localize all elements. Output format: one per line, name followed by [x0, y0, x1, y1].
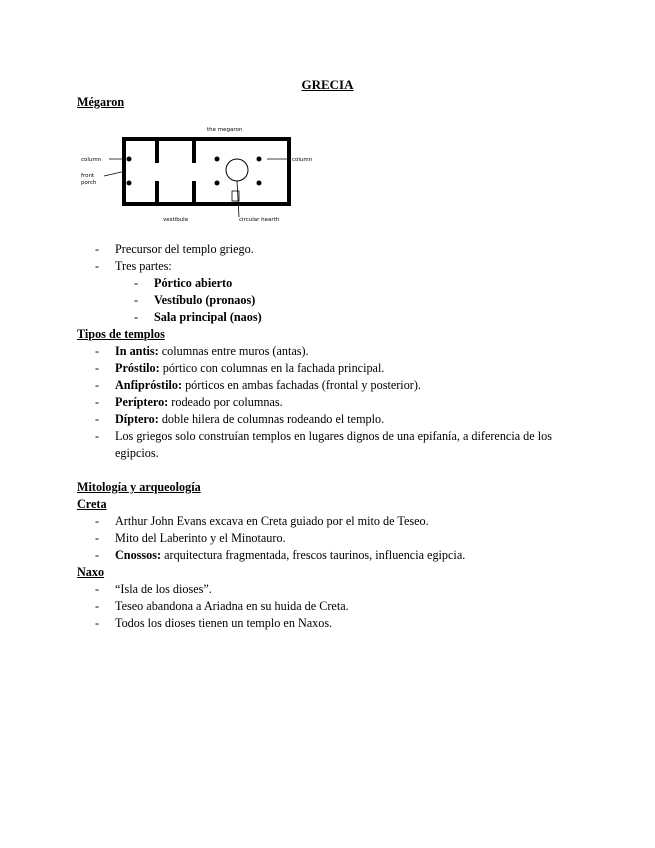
list-item [0, 394, 585, 411]
list-item [0, 343, 585, 360]
bullet-dash: - [95, 429, 100, 443]
section-heading-tipos: Tipos de templos [77, 327, 165, 341]
term: Próstilo: [115, 361, 160, 375]
list-item [0, 258, 585, 275]
section-heading-megaron: Mégaron [77, 95, 125, 109]
list-item [0, 241, 585, 258]
column-dot [257, 157, 262, 162]
column-dot [215, 157, 220, 162]
bullet-dash: - [95, 616, 100, 630]
list-item [0, 309, 624, 326]
list-item [0, 411, 585, 428]
list-item-text: Mito del Laberinto y el Minotauro. [115, 531, 286, 545]
page-title: GRECIA [301, 77, 354, 92]
bullet-dash: - [95, 344, 100, 358]
bullet-dash: - [95, 361, 100, 375]
list-item [0, 581, 585, 598]
list-item-text: arquitectura fragmentada, frescos taurinos, influencia egipcia. [161, 548, 466, 562]
list-item-text: pórticos en ambas fachadas (frontal y posterior). [182, 378, 421, 392]
bullet-dash: - [95, 259, 100, 273]
megaron-plan-diagram [79, 119, 329, 231]
diagram-label-hearth: circular hearth [239, 217, 280, 223]
bullet-dash: - [134, 276, 139, 290]
list-item-text: Los griegos solo construían templos en lugares dignos de una epifanía, a diferencia de los egipcios. [115, 429, 552, 460]
bullet-dash: - [95, 242, 100, 256]
list-item-text: Tres partes: [115, 259, 172, 273]
bullet-dash: - [95, 412, 100, 426]
bullet-dash: - [134, 293, 139, 307]
list-item-text: Precursor del templo griego. [115, 242, 254, 256]
diagram-label-vestibule: vestibule [163, 217, 189, 223]
section-heading-mitologia: Mitología y arqueología [77, 480, 201, 494]
diagram-label-column-left: column [81, 157, 102, 163]
column-dot [127, 181, 132, 186]
list-item-text: Teseo abandona a Ariadna en su huida de Creta. [115, 599, 349, 613]
megaron-parts-list [0, 275, 624, 326]
list-item [0, 360, 585, 377]
diagram-label-front: front [81, 173, 95, 179]
list-item-text: columnas entre muros (antas). [158, 344, 309, 358]
list-item-text: Vestíbulo (pronaos) [154, 293, 256, 307]
term: In antis: [115, 344, 159, 358]
diagram-label-column-right: column [292, 157, 313, 163]
megaron-outer-wall [124, 139, 289, 204]
bullet-dash: - [134, 310, 139, 324]
naxo-list [0, 581, 585, 632]
bullet-dash: - [95, 531, 100, 545]
term: Anfipróstilo: [115, 378, 183, 392]
list-item [0, 428, 585, 462]
bullet-dash: - [95, 548, 100, 562]
list-item [0, 513, 585, 530]
list-item [0, 615, 585, 632]
list-item [0, 292, 624, 309]
list-item-text: pórtico con columnas en la fachada principal. [159, 361, 385, 375]
term: Períptero: [115, 395, 169, 409]
list-item-text: “Isla de los dioses”. [115, 582, 212, 596]
bullet-dash: - [95, 514, 100, 528]
list-item-text: doble hilera de columnas rodeando el templo. [158, 412, 385, 426]
bullet-dash: - [95, 582, 100, 596]
list-item [0, 547, 585, 564]
list-item [0, 275, 624, 292]
list-item-text: rodeado por columnas. [168, 395, 283, 409]
hearth-circle [226, 159, 248, 181]
creta-list [0, 513, 585, 564]
column-dot [127, 157, 132, 162]
bullet-dash: - [95, 395, 100, 409]
bullet-dash: - [95, 599, 100, 613]
list-item [0, 530, 585, 547]
list-item-text: Arthur John Evans excava en Creta guiado por el mito de Teseo. [115, 514, 429, 528]
subsection-heading-naxo: Naxo [77, 565, 105, 579]
list-item [0, 598, 585, 615]
megaron-list [0, 241, 585, 275]
tipos-list [0, 343, 585, 462]
column-dot [257, 181, 262, 186]
column-dot [215, 181, 220, 186]
diagram-label-top: the megaron [207, 127, 243, 133]
list-item-text: Sala principal (naos) [154, 310, 262, 324]
list-item-text: Pórtico abierto [154, 276, 233, 290]
subsection-heading-creta: Creta [77, 497, 107, 511]
term: Díptero: [115, 412, 159, 426]
diagram-label-porch: porch [81, 180, 97, 186]
bullet-dash: - [95, 378, 100, 392]
list-item [0, 377, 585, 394]
term: Cnossos: [115, 548, 162, 562]
list-item-text: Todos los dioses tienen un templo en Naxos. [115, 616, 333, 630]
